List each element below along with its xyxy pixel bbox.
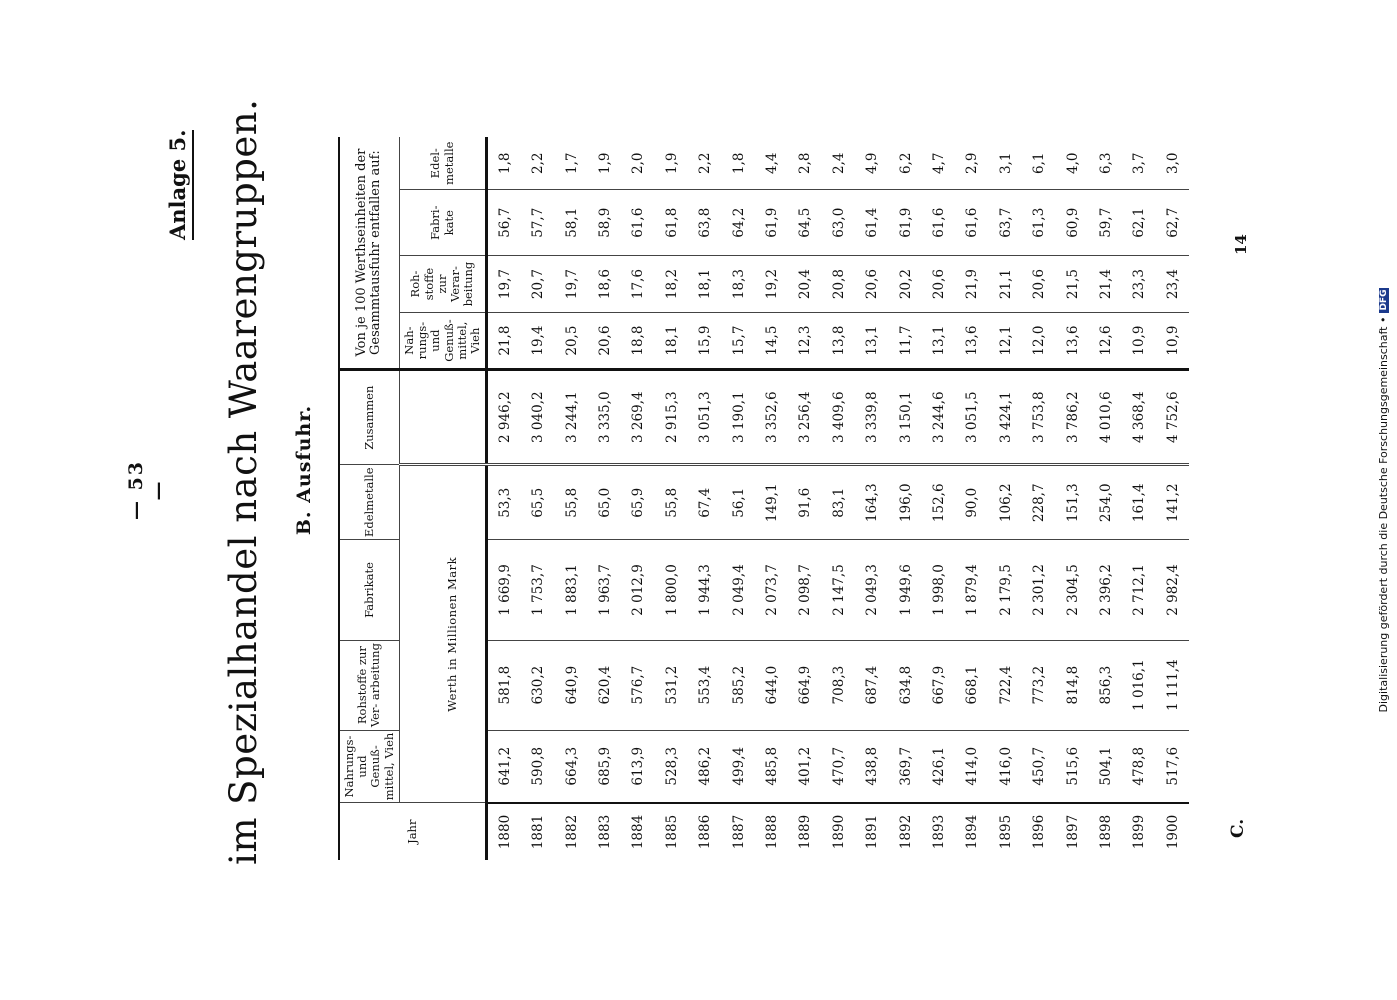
value-cell: 1 669,9 (487, 540, 522, 640)
table-row (822, 137, 855, 860)
value-cell: 3 339,8 (855, 370, 888, 465)
value-cell: 1 879,4 (956, 540, 989, 640)
share-cell: 20,8 (822, 256, 855, 313)
table-row (1123, 137, 1156, 860)
share-cell: 4,0 (1056, 137, 1089, 190)
share-cell: 3,1 (989, 137, 1022, 190)
value-cell: 2 098,7 (789, 540, 822, 640)
share-cell: 20,6 (855, 256, 888, 313)
value-cell: 2 915,3 (655, 370, 688, 465)
value-cell: 65,0 (588, 465, 621, 540)
page-number: — 53 — (125, 459, 169, 521)
share-cell: 19,7 (487, 256, 522, 313)
col-header-year: Jahr (404, 819, 419, 844)
share-cell: 19,7 (555, 256, 588, 313)
year-cell: 1892 (889, 803, 922, 860)
share-cell: 64,5 (789, 190, 822, 256)
col-header-food: Nahrungs- und Genuß- mittel, Vieh (339, 730, 399, 803)
year-cell: 1880 (487, 803, 522, 860)
value-cell: 3 424,1 (989, 370, 1022, 465)
share-cell: 61,6 (956, 190, 989, 256)
table-row (956, 137, 989, 860)
share-cell: 17,6 (622, 256, 655, 313)
share-header-raw: Roh- stoffe zur Verar- beitung (399, 256, 486, 313)
share-cell: 64,2 (722, 190, 755, 256)
year-cell: 1894 (956, 803, 989, 860)
value-cell: 2 073,7 (755, 540, 788, 640)
value-cell: 152,6 (922, 465, 955, 540)
value-cell: 55,8 (555, 465, 588, 540)
table-row (655, 137, 688, 860)
value-cell: 2 304,5 (1056, 540, 1089, 640)
value-cell: 2 946,2 (487, 370, 522, 465)
value-cell: 4 752,6 (1156, 370, 1189, 465)
share-cell: 61,6 (622, 190, 655, 256)
value-cell: 3 335,0 (588, 370, 621, 465)
share-cell: 60,9 (1056, 190, 1089, 256)
share-cell: 18,1 (689, 256, 722, 313)
table-row (689, 137, 722, 860)
share-cell: 13,6 (1056, 313, 1089, 370)
share-cell: 4,7 (922, 137, 955, 190)
value-cell: 426,1 (922, 730, 955, 803)
share-cell: 20,5 (555, 313, 588, 370)
value-cell: 485,8 (755, 730, 788, 803)
share-cell: 61,3 (1022, 190, 1055, 256)
value-cell: 478,8 (1123, 730, 1156, 803)
table-body (487, 137, 1190, 860)
year-cell: 1888 (755, 803, 788, 860)
share-cell: 18,6 (588, 256, 621, 313)
col-header-precious: Edelmetalle (339, 465, 399, 540)
value-cell: 585,2 (722, 640, 755, 730)
share-cell: 20,4 (789, 256, 822, 313)
year-cell: 1897 (1056, 803, 1089, 860)
table-row (1156, 137, 1189, 860)
share-cell: 2,4 (822, 137, 855, 190)
share-cell: 20,6 (588, 313, 621, 370)
table-row (1089, 137, 1122, 860)
share-cell: 18,3 (722, 256, 755, 313)
share-cell: 20,2 (889, 256, 922, 313)
value-cell: 438,8 (855, 730, 888, 803)
share-cell: 21,1 (989, 256, 1022, 313)
export-table (338, 137, 1189, 860)
table-row (1056, 137, 1089, 860)
share-cell: 4,4 (755, 137, 788, 190)
share-cell: 20,7 (522, 256, 555, 313)
value-cell: 668,1 (956, 640, 989, 730)
value-cell: 228,7 (1022, 465, 1055, 540)
share-cell: 2,2 (689, 137, 722, 190)
share-cell: 1,9 (655, 137, 688, 190)
share-cell: 61,8 (655, 190, 688, 256)
share-cell: 2,2 (522, 137, 555, 190)
value-cell: 528,3 (655, 730, 688, 803)
value-cell: 641,2 (487, 730, 522, 803)
share-cell: 2,0 (622, 137, 655, 190)
value-cell: 401,2 (789, 730, 822, 803)
value-cell: 2 712,1 (1123, 540, 1156, 640)
value-cell: 664,9 (789, 640, 822, 730)
value-cell: 814,8 (1056, 640, 1089, 730)
value-cell: 3 409,6 (822, 370, 855, 465)
share-cell: 11,7 (889, 313, 922, 370)
value-cell: 91,6 (789, 465, 822, 540)
value-cell: 515,6 (1056, 730, 1089, 803)
table-row (588, 137, 621, 860)
value-cell: 369,7 (889, 730, 922, 803)
share-cell: 61,9 (755, 190, 788, 256)
share-cell: 2,8 (789, 137, 822, 190)
table-row (989, 137, 1022, 860)
value-cell: 196,0 (889, 465, 922, 540)
value-cell: 106,2 (989, 465, 1022, 540)
share-cell: 10,9 (1156, 313, 1189, 370)
share-header-food: Nah- rungs- und Genuß- mittel, Vieh (399, 313, 486, 370)
year-cell: 1882 (555, 803, 588, 860)
value-cell: 56,1 (722, 465, 755, 540)
table-row (755, 137, 788, 860)
value-cell: 576,7 (622, 640, 655, 730)
value-cell: 2 396,2 (1089, 540, 1122, 640)
value-cell: 856,3 (1089, 640, 1122, 730)
share-cell: 10,9 (1123, 313, 1156, 370)
share-cell: 61,6 (922, 190, 955, 256)
value-cell: 164,3 (855, 465, 888, 540)
value-cell: 4 368,4 (1123, 370, 1156, 465)
value-cell: 470,7 (822, 730, 855, 803)
value-cell: 3 244,1 (555, 370, 588, 465)
value-cell: 634,8 (889, 640, 922, 730)
value-cell: 517,6 (1156, 730, 1189, 803)
share-cell: 6,1 (1022, 137, 1055, 190)
share-cell: 18,8 (622, 313, 655, 370)
value-cell: 590,8 (522, 730, 555, 803)
section-subtitle: B. Ausfuhr. (293, 404, 315, 536)
value-cell: 620,4 (588, 640, 621, 730)
share-cell: 15,7 (722, 313, 755, 370)
share-cell: 19,2 (755, 256, 788, 313)
share-cell: 58,1 (555, 190, 588, 256)
value-cell: 1 800,0 (655, 540, 688, 640)
value-cell: 151,3 (1056, 465, 1089, 540)
digitization-credit (1377, 0, 1390, 1000)
share-header-manufactures: Fabri- kate (399, 190, 486, 256)
value-cell: 1 753,7 (522, 540, 555, 640)
value-cell: 2 301,2 (1022, 540, 1055, 640)
value-cell: 667,9 (922, 640, 955, 730)
value-cell: 2 982,4 (1156, 540, 1189, 640)
value-cell: 90,0 (956, 465, 989, 540)
value-cell: 4 010,6 (1089, 370, 1122, 465)
year-cell: 1883 (588, 803, 621, 860)
share-cell: 1,8 (722, 137, 755, 190)
value-cell: 553,4 (689, 640, 722, 730)
value-cell: 414,0 (956, 730, 989, 803)
share-cell: 63,8 (689, 190, 722, 256)
share-cell: 13,6 (956, 313, 989, 370)
value-cell: 773,2 (1022, 640, 1055, 730)
share-cell: 23,3 (1123, 256, 1156, 313)
value-cell: 3 786,2 (1056, 370, 1089, 465)
share-cell: 21,8 (487, 313, 522, 370)
value-cell: 685,9 (588, 730, 621, 803)
share-cell: 6,2 (889, 137, 922, 190)
value-cell: 499,4 (722, 730, 755, 803)
share-cell: 59,7 (1089, 190, 1122, 256)
side-mark-14: 14 (1232, 234, 1250, 255)
value-cell: 531,2 (655, 640, 688, 730)
col-header-raw: Rohstoffe zur Ver- arbeitung (339, 640, 399, 730)
value-cell: 3 190,1 (722, 370, 755, 465)
annex-label: Anlage 5. (165, 130, 194, 240)
value-cell: 644,0 (755, 640, 788, 730)
share-cell: 3,7 (1123, 137, 1156, 190)
table-row (889, 137, 922, 860)
page-title: im Spezialhandel nach Waarengruppen. (222, 98, 265, 865)
share-cell: 57,7 (522, 190, 555, 256)
value-cell: 3 753,8 (1022, 370, 1055, 465)
value-cell: 2 012,9 (622, 540, 655, 640)
value-cell: 3 051,5 (956, 370, 989, 465)
year-cell: 1887 (722, 803, 755, 860)
share-cell: 4,9 (855, 137, 888, 190)
year-cell: 1884 (622, 803, 655, 860)
share-cell: 21,4 (1089, 256, 1122, 313)
share-cell: 2,9 (956, 137, 989, 190)
value-cell: 53,3 (487, 465, 522, 540)
dfg-logo: DFG (1378, 289, 1389, 311)
col-header-total: Zusammen (339, 370, 399, 465)
year-cell: 1898 (1089, 803, 1122, 860)
value-cell: 486,2 (689, 730, 722, 803)
value-cell: 2 179,5 (989, 540, 1022, 640)
share-cell: 61,9 (889, 190, 922, 256)
share-cell: 18,1 (655, 313, 688, 370)
value-cell: 2 049,4 (722, 540, 755, 640)
value-cell: 1 016,1 (1123, 640, 1156, 730)
year-cell: 1885 (655, 803, 688, 860)
year-cell: 1890 (822, 803, 855, 860)
unit-label: Werth in Millionen Mark (420, 465, 486, 803)
year-cell: 1893 (922, 803, 955, 860)
share-cell: 14,5 (755, 313, 788, 370)
share-cell: 63,7 (989, 190, 1022, 256)
share-cell: 1,7 (555, 137, 588, 190)
share-cell: 62,7 (1156, 190, 1189, 256)
year-cell: 1889 (789, 803, 822, 860)
value-cell: 65,5 (522, 465, 555, 540)
share-cell: 56,7 (487, 190, 522, 256)
share-cell: 13,1 (855, 313, 888, 370)
share-cell: 62,1 (1123, 190, 1156, 256)
value-cell: 3 269,4 (622, 370, 655, 465)
value-cell: 67,4 (689, 465, 722, 540)
credit-text: Digitalisierung gefördert durch die Deutsche Forschungsgemeinschaft • (1377, 316, 1390, 713)
col-header-manufactures: Fabrikate (339, 540, 399, 640)
share-cell: 15,9 (689, 313, 722, 370)
share-cell: 1,9 (588, 137, 621, 190)
share-cell: 13,1 (922, 313, 955, 370)
share-cell: 12,3 (789, 313, 822, 370)
value-cell: 1 949,6 (889, 540, 922, 640)
value-cell: 3 256,4 (789, 370, 822, 465)
value-cell: 3 040,2 (522, 370, 555, 465)
share-cell: 12,6 (1089, 313, 1122, 370)
table-row (1022, 137, 1055, 860)
share-cell: 18,2 (655, 256, 688, 313)
share-cell: 1,8 (487, 137, 522, 190)
value-cell: 1 883,1 (555, 540, 588, 640)
share-cell: 12,0 (1022, 313, 1055, 370)
table-row (922, 137, 955, 860)
value-cell: 1 944,3 (689, 540, 722, 640)
value-cell: 3 352,6 (755, 370, 788, 465)
share-cell: 21,5 (1056, 256, 1089, 313)
value-cell: 2 147,5 (822, 540, 855, 640)
value-cell: 2 049,3 (855, 540, 888, 640)
value-cell: 450,7 (1022, 730, 1055, 803)
value-cell: 3 150,1 (889, 370, 922, 465)
year-cell: 1899 (1123, 803, 1156, 860)
value-cell: 254,0 (1089, 465, 1122, 540)
value-cell: 1 998,0 (922, 540, 955, 640)
value-cell: 161,4 (1123, 465, 1156, 540)
share-cell: 20,6 (922, 256, 955, 313)
table-row (622, 137, 655, 860)
value-cell: 1 111,4 (1156, 640, 1189, 730)
table-row (522, 137, 555, 860)
share-cell: 13,8 (822, 313, 855, 370)
value-cell: 581,8 (487, 640, 522, 730)
share-header-precious: Edel- metalle (399, 137, 486, 190)
value-cell: 664,3 (555, 730, 588, 803)
share-cell: 6,3 (1089, 137, 1122, 190)
value-cell: 640,9 (555, 640, 588, 730)
table-row (855, 137, 888, 860)
year-cell: 1881 (522, 803, 555, 860)
value-cell: 630,2 (522, 640, 555, 730)
table-row (487, 137, 522, 860)
share-cell: 58,9 (588, 190, 621, 256)
value-cell: 149,1 (755, 465, 788, 540)
share-cell: 20,6 (1022, 256, 1055, 313)
year-cell: 1900 (1156, 803, 1189, 860)
share-cell: 21,9 (956, 256, 989, 313)
value-cell: 65,9 (622, 465, 655, 540)
share-cell: 61,4 (855, 190, 888, 256)
year-cell: 1896 (1022, 803, 1055, 860)
share-cell: 23,4 (1156, 256, 1189, 313)
share-cell: 12,1 (989, 313, 1022, 370)
year-cell: 1886 (689, 803, 722, 860)
year-cell: 1891 (855, 803, 888, 860)
table-row (789, 137, 822, 860)
value-cell: 416,0 (989, 730, 1022, 803)
value-cell: 3 244,6 (922, 370, 955, 465)
value-cell: 3 051,3 (689, 370, 722, 465)
value-cell: 504,1 (1089, 730, 1122, 803)
table-row (555, 137, 588, 860)
year-cell: 1895 (989, 803, 1022, 860)
value-cell: 708,3 (822, 640, 855, 730)
value-cell: 722,4 (989, 640, 1022, 730)
table-row (722, 137, 755, 860)
value-cell: 613,9 (622, 730, 655, 803)
value-cell: 141,2 (1156, 465, 1189, 540)
share-header: Von je 100 Werthseinheiten der Gesammtausfuhr entfallen auf: (339, 137, 399, 370)
value-cell: 1 963,7 (588, 540, 621, 640)
value-cell: 83,1 (822, 465, 855, 540)
share-cell: 3,0 (1156, 137, 1189, 190)
value-cell: 55,8 (655, 465, 688, 540)
side-mark-c: C. (1228, 818, 1248, 838)
value-cell: 687,4 (855, 640, 888, 730)
share-cell: 19,4 (522, 313, 555, 370)
share-cell: 63,0 (822, 190, 855, 256)
